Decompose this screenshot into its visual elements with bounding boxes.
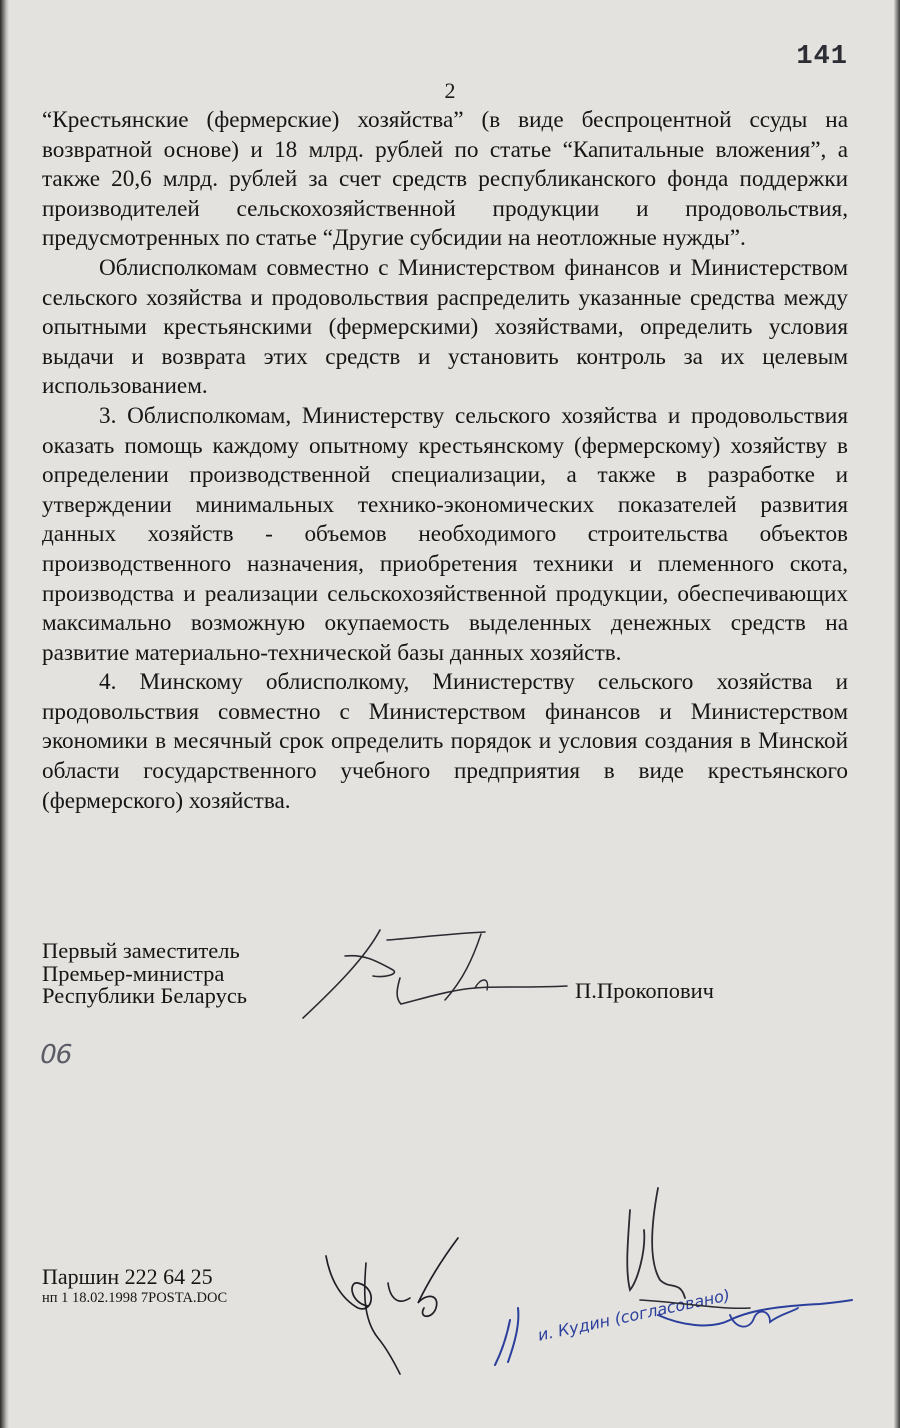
signer-title-line: Первый заместитель [42,938,240,963]
paragraph-oblispolkom-distribution: Облисполкомам совместно с Министерством финансов и Министерством сельского хозяйства и продовольствия распределить указанные средства между опытными крестьянскими (фермерскими) хозяйствами, определить условия выдачи и возврата этих средств и установить контроль за их целевым использованием. [42,254,848,400]
approval-visa-icon [480,1180,860,1380]
paragraph-continued: “Крестьянские (фермерские) хозяйства” (в виде беспроцентной ссуды на возвратной основе) и 18 млрд. рублей по статье “Капитальные вложения”, а также 20,6 млрд. рублей за счет средств республиканского фонда поддержки производителей сельскохозяйственной продукции и продовольствия, предусмотренных по статье “Другие субсидии на неотложные нужды”. [42,107,848,252]
paragraph-item-4: 4. Минскому облисполкому, Министерству сельского хозяйства и продовольствия совместно с Министерством финансов и Министерством экономики в месячный срок определить порядок и условия создания в Минской области государственного учебного предприятия в виде крестьянского (фермерского) хозяйства. [42,669,848,814]
archive-sheet-number: 141 [796,42,848,72]
signer-title-line: Республики Беларусь [42,983,248,1009]
signer-title-line: Премьер-министра [42,960,225,986]
scan-edge-left [0,0,9,1428]
file-reference: нп 1 18.02.1998 7POSTA.DOC [42,1290,228,1306]
signer-name: П.Прокопович [575,978,714,1003]
approval-visa-text: и. Кудин (согласовано) [536,1285,732,1345]
paragraph-item-3: 3. Облисполкомам, Министерству сельского хозяйства и продовольствия оказать помощь каждому опытному крестьянскому (фермерскому) хозяйству в определении производственной специализации, а также в разработке и утверждении минимальных технико-экономических показателей развития данных хозяйств - объемов необходимого строительства объектов производственного назначения, приобретения техники и племенного скота, производства и реализации сельскохозяйственной продукции, обеспечивающих максимально возможную окупаемость выделенных денежных средств на развитие материально-технической базы данных хозяйств. [42,402,848,666]
executor-contact: Паршин 222 64 25 [42,1264,213,1289]
signer-title-block [42,940,247,1008]
document-body [42,106,848,816]
scan-edge-right [894,0,900,1428]
page-number: 2 [444,78,456,103]
main-signature-icon [275,918,575,1028]
pencil-note: 06 [36,1040,75,1070]
visa-signature-icon [318,1228,468,1378]
